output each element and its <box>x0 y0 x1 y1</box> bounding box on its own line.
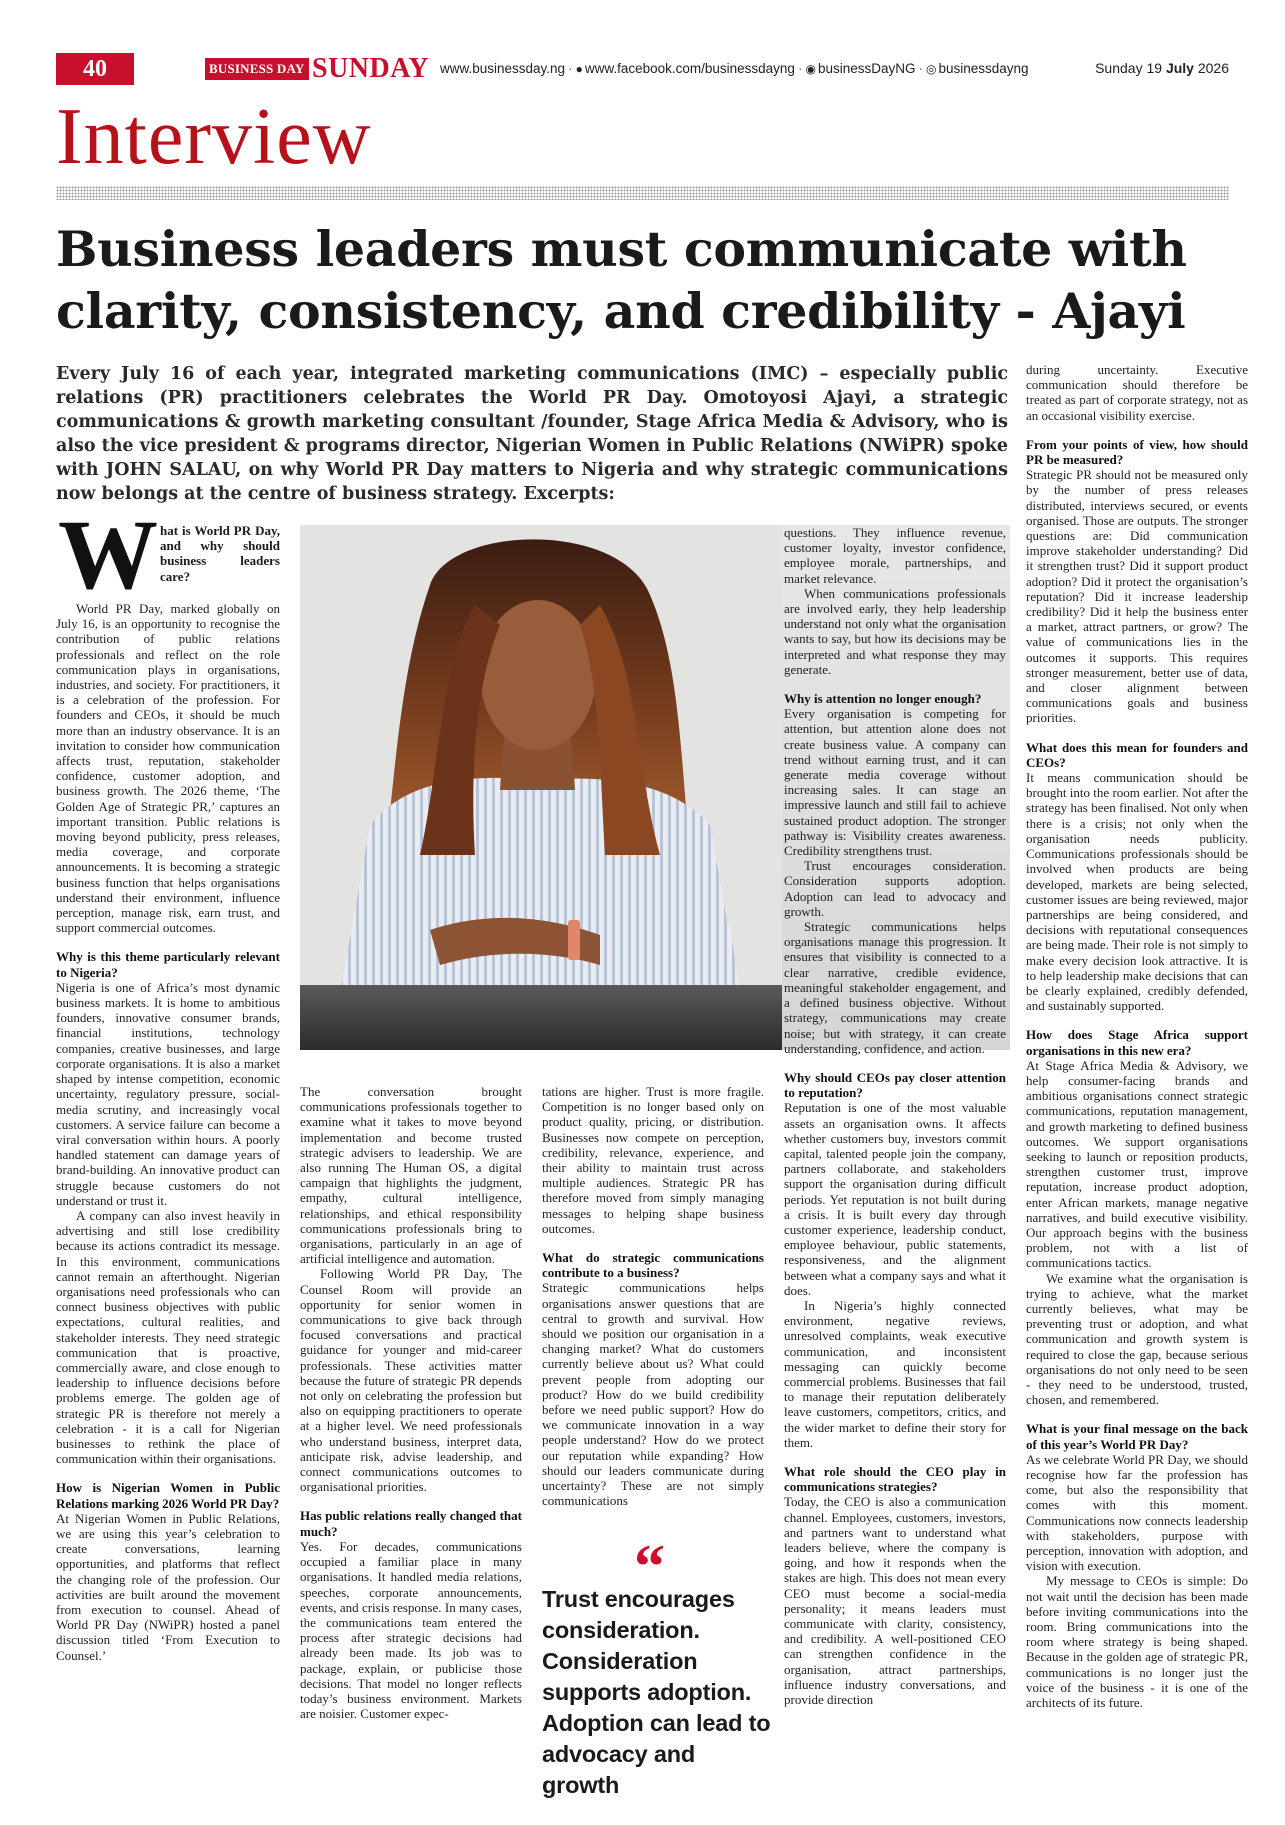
publication-date <box>1095 60 1229 76</box>
answer-paragraph: As we celebrate World PR Day, we should recognise how far the profession has come, but also the responsibility that comes with this moment. Communications now connects leadership with stakeholders, purpose with perception, innovation with adoption, and vision with execution. <box>1026 1451 1248 1574</box>
date-year: 2026 <box>1197 60 1229 76</box>
answer-paragraph: It means communication should be brought into the room earlier. Not after the strategy has been finalised. Not only when there is a crisis; not only when the organisation needs publicity. Communications professionals should be involved when products are being developed, markets are being selected, customer issues are being reviewed, major partnerships are being considered, and decisions with reputational consequences are being made. Their role is not simply to make every decision look attractive. It is to help leadership make decisions that can be clearly explained, credibly defended, and sustainably supported. <box>1026 770 1248 1014</box>
answer-paragraph: during uncertainty. Executive communication should therefore be treated as part of corporate strategy, not as an occasional visibility exercise. <box>1026 362 1248 423</box>
answer-paragraph: We examine what the organisation is trying to achieve, what the market currently believes, what may be preventing trust or adoption, and what communication and growth system is required to close the gap, because serious organisations do not only need to be seen - they need to be understood, trusted, chosen, and remembered. <box>1026 1270 1248 1408</box>
question-heading: Why should CEOs pay closer attention to reputation? <box>784 1069 1006 1101</box>
pull-quote: Trust encourages consideration. Consideration supports adoption. Adoption can lead to advocacy and growth <box>542 1586 771 1798</box>
social-links: www.businessday.ng · ● www.facebook.com/businessdayng · ◉ businessDayNG · ◎ businessdayng <box>440 61 1029 76</box>
masthead-sunday: SUNDAY <box>312 53 430 84</box>
answer-paragraph: A company can also invest heavily in advertising and still lose credibility because its actions contradict its message. In this environment, communications cannot remain an afterthought. Nigerian organisations need professionals who can connect business objectives with public expectations, cultural realities, and stakeholder interests. They need strategic communication that is proactive, commercially aware, and close enough to leadership to influence decisions before problems emerge. The golden age of strategic PR is therefore not merely a celebration - it is a call for Nigerian businesses to rethink the place of communication within their organisations. <box>56 1207 280 1467</box>
article-column-2 <box>300 1084 522 1721</box>
question-heading: Why is this theme particularly relevant to Nigeria? <box>56 949 280 980</box>
drop-cap: W <box>58 499 158 610</box>
section-title: Interview <box>56 93 372 181</box>
answer-paragraph: Trust encourages consideration. Consideration supports adoption. Adoption can lead to advocacy and growth. <box>784 858 1006 919</box>
answer-paragraph: At Nigerian Women in Public Relations, we are using this year’s celebration to create conversations, learning opportunities, and platforms that reflect the changing role of the profession. Our activities are built around the movement from execution to counsel. Ahead of World PR Day (NWiPR) hosted a panel discussion titled ‘From Execution to Counsel.’ <box>56 1510 280 1663</box>
answer-paragraph: World PR Day, marked globally on July 16, is an opportunity to recognise the contribution of public relations professionals and reflect on the role communication plays in organisations, industries, and society. For practitioners, it is a celebration of the profession. For founders and CEOs, it should be much more than an industry observance. It is an invitation to consider how communication affects trust, reputation, stakeholder confidence, customer adoption, and business growth. The 2026 theme, ‘The Golden Age of Strategic PR,’ captures an important transition. Public relations is moving beyond publicity, press releases, media coverage, and corporate announcements. It is becoming a strategic business function that helps organisations understand their environment, influence perception, manage risk, earn trust, and support commercial outcomes. <box>56 601 280 936</box>
answer-paragraph: Yes. For decades, communications occupied a familiar place in many organisations. It handled media relations, speeches, corporate announcements, events, and crisis response. In many cases, the communications team entered the process after strategic decisions had already been made. Its job was to package, explain, or publicise those decisions. That model no longer reflects today’s business environment. Markets are noisier. Customer expec- <box>300 1538 522 1722</box>
question-heading: What do strategic communications contribute to a business? <box>542 1250 764 1281</box>
answer-paragraph: Nigeria is one of Africa’s most dynamic business markets. It is home to ambitious founders, innovative consumer brands, financial institutions, technology companies, creative businesses, and large corporate organisations. It is also a market shaped by intense competition, economic uncertainty, regulatory pressure, social-media scrutiny, and increasingly vocal customers. A service failure can become a viral conversation within hours. A poorly handled statement can damage years of brand-building. An innovative product can struggle because customers do not understand or trust it. <box>56 979 280 1208</box>
facebook-link[interactable]: www.facebook.com/businessdayng <box>584 61 795 76</box>
article-column-4 <box>784 525 1006 1707</box>
article-column-3 <box>542 1084 764 1508</box>
question-heading: What is your final message on the back of this year’s World PR Day? <box>1026 1421 1248 1452</box>
portrait-illustration <box>300 525 782 1050</box>
intro-paragraph: Every July 16 of each year, integrated marketing communications (IMC) – especially public relations (PR) practitioners celebrates the World PR Day. Omotoyosi Ajayi, a strategic communications & growth marketing consultant /founder, Stage Africa Media & Advisory, who is also the vice president & programs director, Nigerian Women in Public Relations (NWiPR) spoke with JOHN SALAU, on why World PR Day matters to Nigeria and why strategic communications now belongs at the centre of business strategy. Excerpts: <box>56 364 1008 504</box>
question-heading: Why is attention no longer enough? <box>784 691 982 707</box>
page-number: 40 <box>56 53 134 85</box>
question-heading: What role should the CEO play in communications strategies? <box>784 1463 1006 1495</box>
question-heading: hat is World PR Day, and why should business leaders care? <box>160 523 280 584</box>
answer-paragraph: The conversation brought communications professionals together to examine what it takes to move beyond implementation and become trusted strategic advisers to leadership. We are also running The Human OS, a digital campaign that highlights the judgment, empathy, cultural intelligence, relationships, and ethical responsibility communications professionals bring to organisations, particularly in an age of artificial intelligence and automation. <box>300 1084 522 1267</box>
question-heading: How does Stage Africa support organisations in this new era? <box>1026 1027 1248 1058</box>
twitter-link[interactable]: businessDayNG <box>817 61 916 76</box>
answer-paragraph: questions. They influence revenue, customer loyalty, investor confidence, employee morale, partnerships, and market relevance. <box>784 525 1006 586</box>
twitter-icon: ◉ <box>805 62 816 76</box>
date-month: July <box>1165 60 1194 76</box>
article-column-1 <box>56 601 280 1663</box>
question-heading: From your points of view, how should PR be measured? <box>1026 436 1248 468</box>
question-heading: Has public relations really changed that much? <box>300 1508 522 1539</box>
instagram-link[interactable]: businessdayng <box>938 61 1029 76</box>
website-link[interactable]: www.businessday.ng <box>440 61 566 76</box>
quote-mark-icon: “ <box>634 1533 665 1601</box>
answer-paragraph: Every organisation is competing for attention, but attention alone does not create business value. A company can trend without earning trust, and it can generate media coverage without increasing sales. It can stage an impressive launch and still fail to achieve sustained product adoption. The stronger pathway is: Visibility creates awareness. Credibility strengthens trust. <box>784 706 1006 859</box>
date-day: Sunday 19 <box>1095 60 1163 76</box>
answer-paragraph: Strategic communications helps organisations manage this progression. It ensures that visibility is connected to a clear narrative, credible evidence, meaningful stakeholder engagement, and a defined business objective. Without strategy, communications may create noise; but with strategy, it can create understanding, confidence, and action. <box>784 919 1006 1056</box>
answer-paragraph: My message to CEOs is simple: Do not wait until the decision has been made before inviting communications into the room. Bring communications into the room where strategy is being shaped. Because in the golden age of strategic PR, communications is no longer just the voice of the business - it is one of the architects of its future. <box>1026 1573 1248 1711</box>
instagram-icon: ◎ <box>925 62 937 76</box>
answer-paragraph: Strategic PR should not be measured only by the number of press releases distributed, interviews secured, or events organised. Those are outputs. The stronger questions are: Did communication improve stakeholder understanding? Did it strengthen trust? Did it support product adoption? Did it protect the organisation’s reputation? Did it increase leadership credibility? Did it help the business enter a market, attract partners, or grow? The value of communications lies in the outcomes it supports. This requires stronger measurement, better use of data, and closer alignment between communications goals and business priorities. <box>1026 467 1248 726</box>
answer-paragraph: Reputation is one of the most valuable assets an organisation owns. It affects whether customers buy, investors commit capital, talented people join the company, partners collaborate, and stakeholders support the organisation during difficult periods. Yet reputation is not built during a crisis. It is built every day through customer experience, leadership conduct, employee behaviour, public statements, responsiveness, and the alignment between what a company says and what it does. <box>784 1100 1006 1298</box>
answer-paragraph: At Stage Africa Media & Advisory, we help consumer-facing brands and ambitious organisations connect strategic communications, reputation management, and growth marketing to defined business outcomes. We support organisations seeking to launch or reposition products, strengthen customer trust, improve reputation, increase product adoption, enter African markets, manage negative narratives, and build executive visibility. Our approach begins with the business problem, not with a list of communications tactics. <box>1026 1057 1248 1271</box>
answer-paragraph: In Nigeria’s highly connected environment, negative reviews, unresolved complaints, weak executive communication, and inconsistent messaging can quickly become commercial problems. Businesses that fail to manage their reputation deliberately leave customers, competitors, critics, and the wider market to define their story for them. <box>784 1297 1006 1450</box>
answer-paragraph: Following World PR Day, The Counsel Room will provide an opportunity for senior women in communications to give back through focused conversations and practical guidance for younger and mid-career professionals. These activities matter because the future of strategic PR depends not only on celebrating the profession but also on equipping practitioners to operate at a higher level. We need professionals who understand business, interpret data, anticipate risk, advise leadership, and connect communications outcomes to organisational priorities. <box>300 1266 522 1495</box>
question-heading: What does this mean for founders and CEOs? <box>1026 739 1248 770</box>
headline: Business leaders must communicate with clarity, consistency, and credibility - Ajayi <box>56 220 1187 340</box>
section-divider <box>56 186 1229 200</box>
answer-paragraph: When communications professionals are involved early, they help leadership understand not only what the organisation wants to say, but how its decisions may be interpreted and what response they may generate. <box>784 585 1006 677</box>
answer-paragraph: Strategic communications helps organisations answer questions that are central to growth and survival. How should we position our organisation in a changing market? What do customers currently believe about us? What could prevent people from adopting our product? How do we build credibility before we need public support? How do we communicate innovation in a way people understand? How do we protect our reputation while expanding? How should our leaders communicate during uncertainty? These are not simply communications <box>542 1280 764 1509</box>
answer-paragraph: Today, the CEO is also a communication channel. Employees, customers, investors, and partners want to understand what leaders believe, where the company is going, and how it responds when the stakes are high. This does not mean every CEO must become a social-media personality; it means leaders must communicate with clarity, consistency, and credibility. A well-positioned CEO can strengthen confidence in the organisation, attract partnerships, influence industry conversations, and provide direction <box>784 1494 1006 1708</box>
facebook-icon: ● <box>575 62 583 76</box>
article-column-5 <box>1026 362 1248 1710</box>
question-heading: How is Nigerian Women in Public Relations marking 2026 World PR Day? <box>56 1480 280 1511</box>
answer-paragraph: tations are higher. Trust is more fragile. Competition is no longer based only on product quality, pricing, or distribution. Businesses now compete on perception, credibility, relevance, experience, and their ability to maintain trust across multiple audiences. Strategic PR has therefore moved from simply managing messages to helping shape business outcomes. <box>542 1084 764 1236</box>
masthead-business-day: BUSINESS DAY <box>205 58 309 80</box>
